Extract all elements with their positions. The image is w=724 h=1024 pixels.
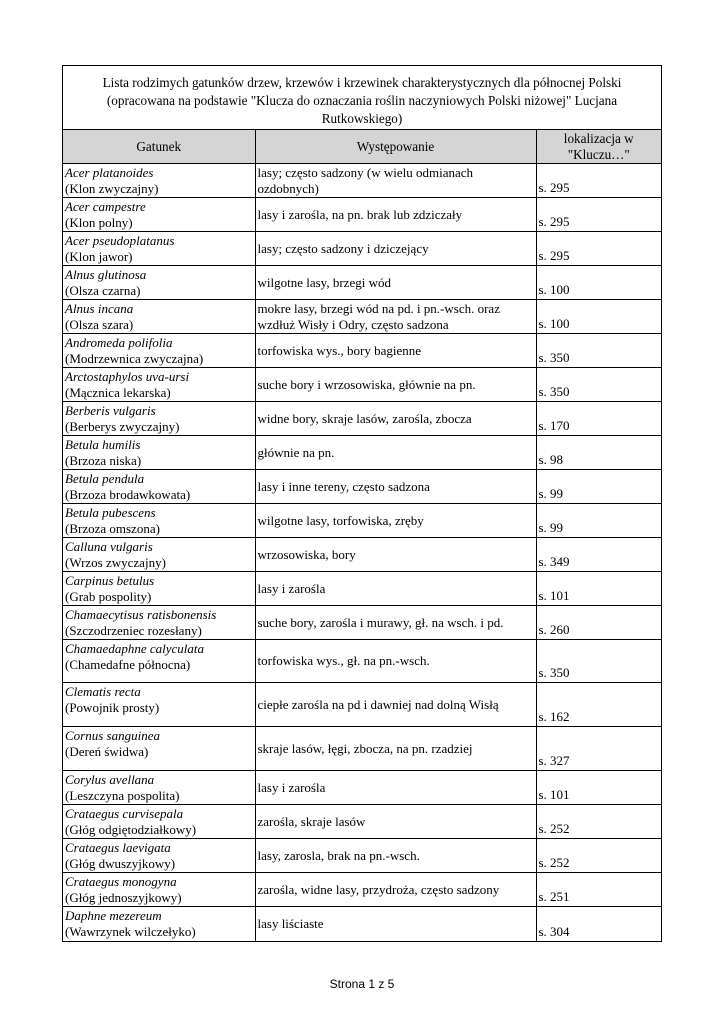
table-row <box>63 334 661 368</box>
page-reference-cell: s. 350 <box>536 640 661 683</box>
occurrence-cell: wilgotne lasy, torfowiska, zręby <box>255 504 536 538</box>
species-cell <box>63 771 255 805</box>
header-location-line1: lokalizacja w <box>563 130 634 146</box>
table-row <box>63 805 661 839</box>
occurrence-cell: wrzosowiska, bory <box>255 538 536 572</box>
species-cell <box>63 334 255 368</box>
page-reference-cell: s. 252 <box>536 839 661 873</box>
table-row <box>63 164 661 198</box>
occurrence-cell: lasy, zarosla, brak na pn.-wsch. <box>255 839 536 873</box>
document-title: Lista rodzimych gatunków drzew, krzewów i krzewinek charakterystycznych dla północnej Polski (opracowana na podstawie "Klucza do oznaczania roślin naczyniowych Polski niżowej" Lucjana Rutkowskiego) <box>63 66 661 130</box>
species-cell <box>63 538 255 572</box>
occurrence-cell: lasy i inne tereny, często sadzona <box>255 470 536 504</box>
polish-name: (Brzoza omszona) <box>65 521 160 536</box>
page-reference-cell: s. 350 <box>536 334 661 368</box>
latin-name: Alnus incana <box>65 301 134 316</box>
species-cell <box>63 164 255 198</box>
page-reference-cell: s. 350 <box>536 368 661 402</box>
species-table <box>63 130 661 941</box>
occurrence-cell: lasy; często sadzony (w wielu odmianach ozdobnych) <box>255 164 536 198</box>
polish-name: (Wrzos zwyczajny) <box>65 555 166 570</box>
occurrence-cell: lasy i zarośla <box>255 771 536 805</box>
polish-name: (Brzoza niska) <box>65 453 142 468</box>
polish-name: (Wawrzynek wilczełyko) <box>65 924 196 939</box>
species-cell <box>63 805 255 839</box>
species-cell <box>63 572 255 606</box>
header-location <box>536 130 661 164</box>
species-cell <box>63 198 255 232</box>
polish-name: (Mącznica lekarska) <box>65 385 171 400</box>
table-row <box>63 198 661 232</box>
latin-name: Calluna vulgaris <box>65 539 153 554</box>
page-reference-cell: s. 349 <box>536 538 661 572</box>
occurrence-cell: lasy; często sadzony i dziczejący <box>255 232 536 266</box>
polish-name: (Klon zwyczajny) <box>65 181 159 196</box>
species-cell <box>63 470 255 504</box>
page-reference-cell: s. 101 <box>536 572 661 606</box>
table-row <box>63 232 661 266</box>
table-row <box>63 266 661 300</box>
occurrence-cell: ciepłe zarośla na pd i dawniej nad dolną Wisłą <box>255 683 536 727</box>
page-reference-cell: s. 99 <box>536 470 661 504</box>
polish-name: (Modrzewnica zwyczajna) <box>65 351 204 366</box>
species-cell <box>63 368 255 402</box>
table-header-row <box>63 130 661 164</box>
species-cell <box>63 300 255 334</box>
species-cell <box>63 873 255 907</box>
species-cell <box>63 606 255 640</box>
table-row <box>63 727 661 771</box>
page-reference-cell: s. 101 <box>536 771 661 805</box>
occurrence-cell: mokre lasy, brzegi wód na pd. i pn.-wsch. oraz wzdłuż Wisły i Odry, często sadzona <box>255 300 536 334</box>
latin-name: Betula pubescens <box>65 505 156 520</box>
latin-name: Chamaecytisus ratisbonensis <box>65 607 217 622</box>
page-reference-cell: s. 251 <box>536 873 661 907</box>
table-row <box>63 538 661 572</box>
polish-name: (Głóg jednoszyjkowy) <box>65 890 182 905</box>
table-row <box>63 504 661 538</box>
page-reference-cell: s. 252 <box>536 805 661 839</box>
polish-name: (Olsza czarna) <box>65 283 141 298</box>
latin-name: Corylus avellana <box>65 772 155 787</box>
polish-name: (Leszczyna pospolita) <box>65 788 180 803</box>
occurrence-cell: lasy i zarośla <box>255 572 536 606</box>
occurrence-cell: głównie na pn. <box>255 436 536 470</box>
occurrence-cell: zarośla, widne lasy, przydroża, często sadzony <box>255 873 536 907</box>
page-reference-cell: s. 100 <box>536 300 661 334</box>
occurrence-cell: torfowiska wys., bory bagienne <box>255 334 536 368</box>
latin-name: Arctostaphylos uva-ursi <box>65 369 190 384</box>
polish-name: (Klon jawor) <box>65 249 133 264</box>
occurrence-cell: torfowiska wys., gł. na pn.-wsch. <box>255 640 536 683</box>
page-reference-cell: s. 295 <box>536 198 661 232</box>
species-cell <box>63 266 255 300</box>
page-reference-cell: s. 99 <box>536 504 661 538</box>
latin-name: Berberis vulgaris <box>65 403 156 418</box>
species-cell <box>63 727 255 771</box>
latin-name: Alnus glutinosa <box>65 267 147 282</box>
latin-name: Daphne mezereum <box>65 908 162 923</box>
table-row <box>63 683 661 727</box>
occurrence-cell: suche bory, zarośla i murawy, gł. na wsch. i pd. <box>255 606 536 640</box>
polish-name: (Klon polny) <box>65 215 133 230</box>
occurrence-cell: lasy liściaste <box>255 907 536 941</box>
table-row <box>63 873 661 907</box>
polish-name: (Dereń świdwa) <box>65 744 149 759</box>
polish-name: (Berberys zwyczajny) <box>65 419 180 434</box>
occurrence-cell: zarośla, skraje lasów <box>255 805 536 839</box>
page-reference-cell: s. 295 <box>536 164 661 198</box>
latin-name: Betula pendula <box>65 471 145 486</box>
page-reference-cell: s. 295 <box>536 232 661 266</box>
latin-name: Acer pseudoplatanus <box>65 233 175 248</box>
polish-name: (Grab pospolity) <box>65 589 152 604</box>
latin-name: Crataegus curvisepala <box>65 806 184 821</box>
page-reference-cell: s. 170 <box>536 402 661 436</box>
species-table-sheet <box>62 65 662 942</box>
latin-name: Crataegus monogyna <box>65 874 177 889</box>
header-location-line2: "Kluczu…" <box>567 146 630 162</box>
header-occurrence: Występowanie <box>255 130 536 164</box>
page-reference-cell: s. 100 <box>536 266 661 300</box>
species-cell <box>63 232 255 266</box>
occurrence-cell: wilgotne lasy, brzegi wód <box>255 266 536 300</box>
table-row <box>63 640 661 683</box>
table-row <box>63 606 661 640</box>
occurrence-cell: suche bory i wrzosowiska, głównie na pn. <box>255 368 536 402</box>
latin-name: Carpinus betulus <box>65 573 155 588</box>
latin-name: Acer platanoides <box>65 165 154 180</box>
polish-name: (Olsza szara) <box>65 317 134 332</box>
table-row <box>63 771 661 805</box>
page-reference-cell: s. 98 <box>536 436 661 470</box>
species-cell <box>63 504 255 538</box>
occurrence-cell: skraje lasów, łęgi, zbocza, na pn. rzadziej <box>255 727 536 771</box>
table-row <box>63 839 661 873</box>
latin-name: Betula humilis <box>65 437 141 452</box>
species-cell <box>63 683 255 727</box>
polish-name: (Powojnik prosty) <box>65 700 160 715</box>
species-cell <box>63 839 255 873</box>
species-cell <box>63 640 255 683</box>
latin-name: Crataegus laevigata <box>65 840 171 855</box>
page-footer: Strona 1 z 5 <box>329 977 395 991</box>
latin-name: Chamaedaphne calyculata <box>65 641 204 656</box>
species-cell <box>63 402 255 436</box>
occurrence-cell: lasy i zarośla, na pn. brak lub zdziczały <box>255 198 536 232</box>
table-body <box>63 164 661 941</box>
polish-name: (Szczodrzeniec rozesłany) <box>65 623 202 638</box>
polish-name: (Głóg odgiętodziałkowy) <box>65 822 197 837</box>
table-row <box>63 572 661 606</box>
page-reference-cell: s. 327 <box>536 727 661 771</box>
page-reference-cell: s. 260 <box>536 606 661 640</box>
latin-name: Acer campestre <box>65 199 146 214</box>
table-row <box>63 470 661 504</box>
header-species: Gatunek <box>63 130 255 164</box>
table-row <box>63 907 661 941</box>
page-reference-cell: s. 162 <box>536 683 661 727</box>
table-row <box>63 368 661 402</box>
latin-name: Cornus sanguinea <box>65 728 160 743</box>
table-row <box>63 300 661 334</box>
species-cell <box>63 907 255 941</box>
polish-name: (Brzoza brodawkowata) <box>65 487 191 502</box>
table-row <box>63 436 661 470</box>
latin-name: Andromeda polifolia <box>65 335 173 350</box>
polish-name: (Głóg dwuszyjkowy) <box>65 856 176 871</box>
occurrence-cell: widne bory, skraje lasów, zarośla, zbocza <box>255 402 536 436</box>
table-row <box>63 402 661 436</box>
page-reference-cell: s. 304 <box>538 923 570 939</box>
species-cell <box>63 436 255 470</box>
polish-name: (Chamedafne północna) <box>65 657 191 672</box>
latin-name: Clematis recta <box>65 684 141 699</box>
